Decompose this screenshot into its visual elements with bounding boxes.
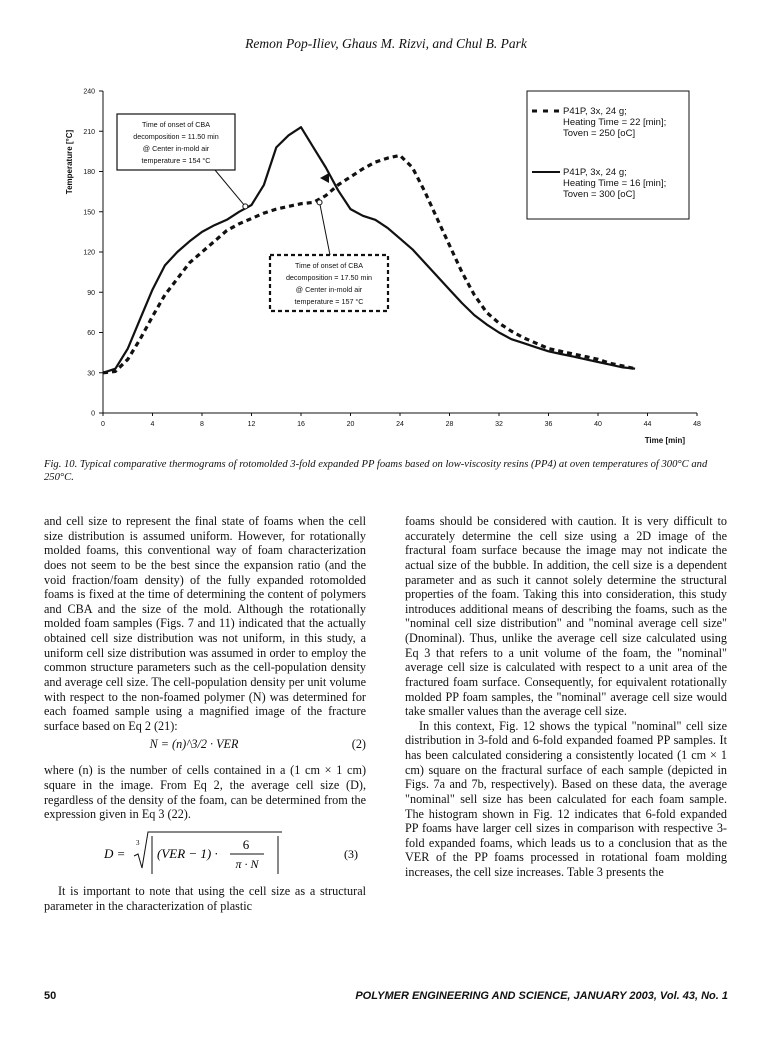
annotation-text: decomposition = 17.50 min: [285, 273, 373, 282]
equation-3: [44, 828, 366, 878]
paragraph: foams should be considered with caution. It is very difficult to accurately determine the cell size using a 2D image of the fractural foam surface because the image may not indicate the actual size of the bubble. In addition, the cell size is a dependent parameter and as such it cannot solely determine the structural properties of the foam. Taking this into consideration, this study introduces additional means of describing the foams, such as the "nominal cell size distribution" and "nominal average cell size" (Dnominal). Thus, unlike the average cell size calculated using Eq 3 that refers to a unit volume of the foam, the "nominal" average cell size is calculated with respect to a unit area of the fractured foam surface. Consequently, for equivalent rotationally molded PP foam samples, the "nominal" average cell size would take smaller values than the average cell size.: [405, 514, 727, 719]
annotation-text: @ Center in-mold air: [142, 144, 210, 153]
annotation-text: Time of onset of CBA: [294, 261, 364, 270]
svg-text:3: 3: [136, 838, 140, 847]
y-tick-label: 0: [91, 410, 95, 418]
x-tick-label: 8: [200, 421, 204, 428]
page-number: 50: [44, 990, 57, 1002]
y-tick-label: 240: [83, 88, 95, 96]
body-column-right: [405, 514, 727, 880]
figure-caption-text: Typical comparative thermograms of rotomolded 3-fold expanded PP foams based on low-viscosity resins (PP4) at oven temperatures of 300°C and 250°C.: [44, 459, 708, 483]
x-tick-label: 36: [544, 421, 553, 428]
triangle-marker: [320, 173, 329, 183]
y-tick-label: 60: [87, 330, 95, 337]
equation-2: [44, 737, 366, 759]
paragraph: It is important to note that using the cell size as a structural parameter in the characterization of plastic: [44, 883, 366, 913]
annotation-arrow: [215, 170, 245, 206]
paragraph: and cell size to represent the final state of foams when the cell size distribution is assumed uniform. However, for rotationally molded foams, this conventional way of foam characterization does not seem to be the best since the expansion ratio (and the void fraction/foam density) of the fully expanded rotomolded foams is fixed at the time of determining the content of polymers and CBA and the size of the mold. Although the rotationally molded foam samples (Figs. 7 and 11) indicated that the actually obtained cell size distribution was not uniform, in this study, a uniform cell size distribution was assumed in order to employ the common structure parameters such as the cell-population density and average cell size. The cell-population density per unit volume with respect to the non-foamed polymer (N) was determined for each foamed sample using a magnified image of the fracture surface based on Eq 2 (21):: [44, 514, 366, 733]
running-header-authors: Remon Pop-Iliev, Ghaus M. Rizvi, and Chul B. Park: [245, 36, 527, 51]
y-tick-label: 150: [83, 209, 95, 217]
y-tick-label: 210: [83, 128, 95, 136]
equation-3-denominator: π · N: [235, 856, 259, 871]
equation-2-body: N = (n)^3/2 · VER: [149, 737, 239, 752]
y-tick-label: 180: [83, 169, 95, 176]
y-tick-label: 120: [83, 249, 95, 257]
annotation-text: temperature = 154 °C: [141, 156, 211, 165]
x-tick-label: 24: [396, 421, 404, 428]
journal-footer: POLYMER ENGINEERING AND SCIENCE, JANUARY 2003, Vol. 43, No. 1: [355, 990, 728, 1002]
paragraph: where (n) is the number of cells contained in a (1 cm × 1 cm) square in the image. From Eq 2, the average cell size (D), regardless of the density of the foam, can be determined from the expression given in Eq 3 (22).: [44, 763, 366, 822]
paragraph: In this context, Fig. 12 shows the typical "nominal" cell size distribution in 3-fold and 6-fold expanded foamed PP samples. It has been calculated considering a consistently located (1 cm × 1 cm) square on the fractural surface of each sample (depicted in Figs. 7a and 7b, respectively). Based on these data, the average "nominal" sell size has been calculated for each foam sample. The histogram shown in Fig. 12 indicates that 6-fold expanded PP foams have larger cell sizes in comparison with respective 3-fold expanded foams, which leads us to a conclusion that as the VER of the PP foams processed in rotational foam molding increases, the cell size increases. Table 3 presents the: [405, 718, 727, 879]
x-tick-label: 0: [101, 421, 105, 428]
x-tick-label: 32: [495, 421, 503, 428]
x-tick-label: 16: [297, 421, 305, 428]
x-tick-label: 40: [594, 421, 602, 428]
onset-marker: [317, 200, 322, 205]
x-tick-label: 12: [247, 421, 256, 428]
x-tick-label: 20: [346, 421, 355, 428]
chart-legend: [527, 91, 689, 219]
annotation-text: Time of onset of CBA: [141, 120, 211, 129]
onset-marker: [243, 204, 248, 209]
x-tick-label: 28: [445, 421, 454, 428]
legend-entry: P41P, 3x, 24 g; Heating Time = 16 [min]; Toven = 300 [oC]: [563, 167, 667, 200]
y-tick-label: 30: [87, 370, 95, 378]
figure-caption: [44, 458, 734, 484]
x-tick-label: 48: [693, 421, 701, 428]
x-tick-label: 4: [150, 421, 155, 428]
thermogram-chart: [0, 0, 772, 452]
body-column-left: [44, 514, 366, 913]
equation-3-lhs: D =: [104, 845, 126, 861]
equation-3-numerator: 6: [242, 836, 250, 852]
equation-2-number: (2): [351, 737, 366, 752]
y-axis-label: Temperature [°C]: [65, 129, 74, 195]
x-tick-label: 44: [643, 421, 652, 428]
annotation-text: temperature = 157 °C: [294, 297, 364, 306]
x-axis-label: Time [min]: [644, 436, 685, 445]
equation-3-graphic: [44, 828, 366, 878]
equation-3-inner: (VER − 1) ·: [157, 845, 218, 861]
annotation-arrow: [320, 202, 330, 255]
figure-label: Fig. 10.: [44, 459, 78, 470]
annotation-text: @ Center in-mold air: [295, 285, 363, 294]
legend-entry: P41P, 3x, 24 g; Heating Time = 22 [min]; Toven = 250 [oC]: [563, 106, 667, 139]
y-tick-label: 90: [87, 289, 95, 297]
annotation-text: decomposition = 11.50 min: [133, 132, 219, 141]
equation-3-number: (3): [344, 846, 358, 861]
